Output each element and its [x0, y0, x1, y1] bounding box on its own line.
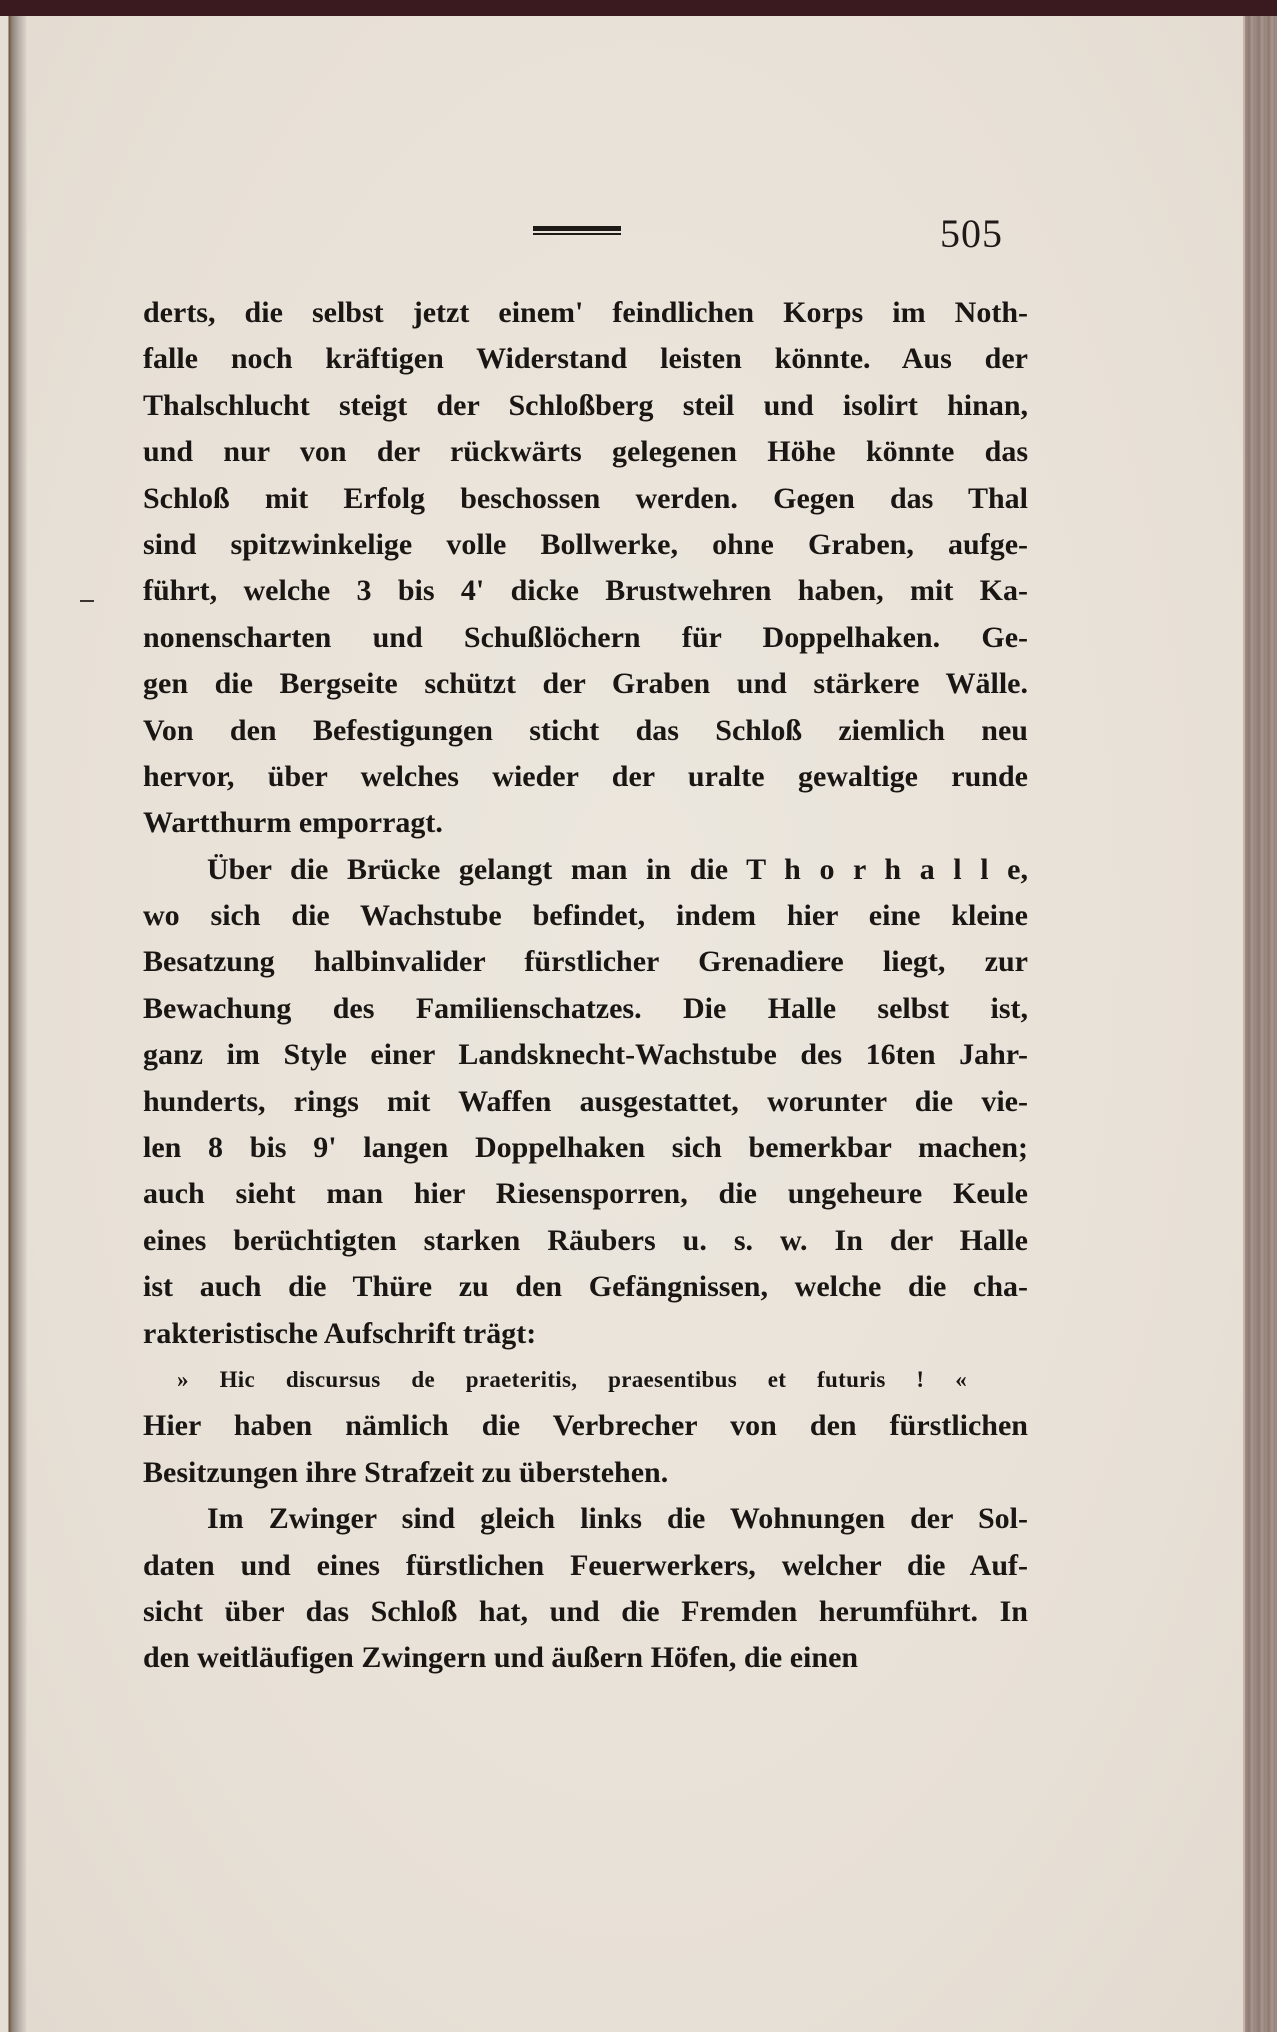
- text-line: Besatzung halbinvalider fürstlicher Grenadiere liegt, zur: [143, 945, 1028, 979]
- text-line: Thalschlucht steigt der Schloßberg steil und isolirt hinan,: [143, 388, 1028, 422]
- margin-mark: [80, 600, 94, 602]
- paragraph: [143, 290, 1028, 847]
- quotation: [143, 1357, 1028, 1403]
- text-line: nonenscharten und Schußlöchern für Doppelhaken. Ge-: [143, 620, 1028, 654]
- text-line: und nur von der rückwärts gelegenen Höhe könnte das: [143, 435, 1028, 469]
- text-line: Hier haben nämlich die Verbrecher von den fürstlichen: [143, 1409, 1028, 1443]
- text-line: rakteristische Aufschrift trägt:: [143, 1316, 537, 1350]
- text-line: Besitzungen ihre Strafzeit zu überstehen.: [143, 1455, 669, 1489]
- text-line: Wartthurm emporragt.: [143, 806, 443, 840]
- paragraph: [143, 1403, 1028, 1496]
- text-line: sind spitzwinkelige volle Bollwerke, ohne Graben, aufge-: [143, 527, 1028, 561]
- text-line: auch sieht man hier Riesensporren, die ungeheure Keule: [143, 1177, 1028, 1211]
- book-left-edge: [0, 16, 28, 2032]
- text-line: daten und eines fürstlichen Feuerwerkers, welcher die Auf-: [143, 1548, 1028, 1582]
- text-line: Im Zwinger sind gleich links die Wohnungen der Sol-: [207, 1502, 1028, 1536]
- text-line: Schloß mit Erfolg beschossen werden. Gegen das Thal: [143, 481, 1028, 515]
- text-line: len 8 bis 9' langen Doppelhaken sich bemerkbar machen;: [143, 1131, 1028, 1165]
- text-line: ganz im Style einer Landsknecht-Wachstube des 16ten Jahr-: [143, 1038, 1028, 1072]
- text-line: führt, welche 3 bis 4' dicke Brustwehren haben, mit Ka-: [143, 574, 1028, 608]
- header-rule: [533, 226, 621, 235]
- text-line: ist auch die Thüre zu den Gefängnissen, welche die cha-: [143, 1270, 1028, 1304]
- text-line: sicht über das Schloß hat, und die Fremden herumführt. In: [143, 1594, 1028, 1628]
- text-line: wo sich die Wachstube befindet, indem hier eine kleine: [143, 899, 1028, 933]
- text-line: eines berüchtigten starken Räubers u. s. w. In der Halle: [143, 1223, 1028, 1257]
- text-line: gen die Bergseite schützt der Graben und stärkere Wälle.: [143, 667, 1028, 701]
- text-line: derts, die selbst jetzt einem' feindlichen Korps im Noth-: [143, 296, 1028, 329]
- text-line: den weitläufigen Zwingern und äußern Höfen, die einen: [143, 1641, 859, 1675]
- text-line: hervor, über welches wieder der uralte gewaltige runde: [143, 759, 1028, 793]
- paragraph: [143, 847, 1028, 1357]
- text-line: Von den Befestigungen sticht das Schloß ziemlich neu: [143, 713, 1028, 747]
- body-text: [143, 290, 1028, 1682]
- text-line: hunderts, rings mit Waffen ausgestattet, worunter die vie-: [143, 1084, 1028, 1118]
- paragraph: [143, 1496, 1028, 1682]
- book-top-edge: [0, 0, 1277, 16]
- book-page-stack-edge: [1243, 16, 1277, 2032]
- text-line: » Hic discursus de praeteritis, praesentibus et futuris ! «: [177, 1366, 967, 1392]
- text-line: Bewachung des Familienschatzes. Die Halle selbst ist,: [143, 991, 1028, 1025]
- text-line: Über die Brücke gelangt man in die T h o r h a l l e,: [207, 852, 1028, 886]
- text-line: falle noch kräftigen Widerstand leisten könnte. Aus der: [143, 342, 1028, 376]
- page-number: 505: [940, 211, 1003, 256]
